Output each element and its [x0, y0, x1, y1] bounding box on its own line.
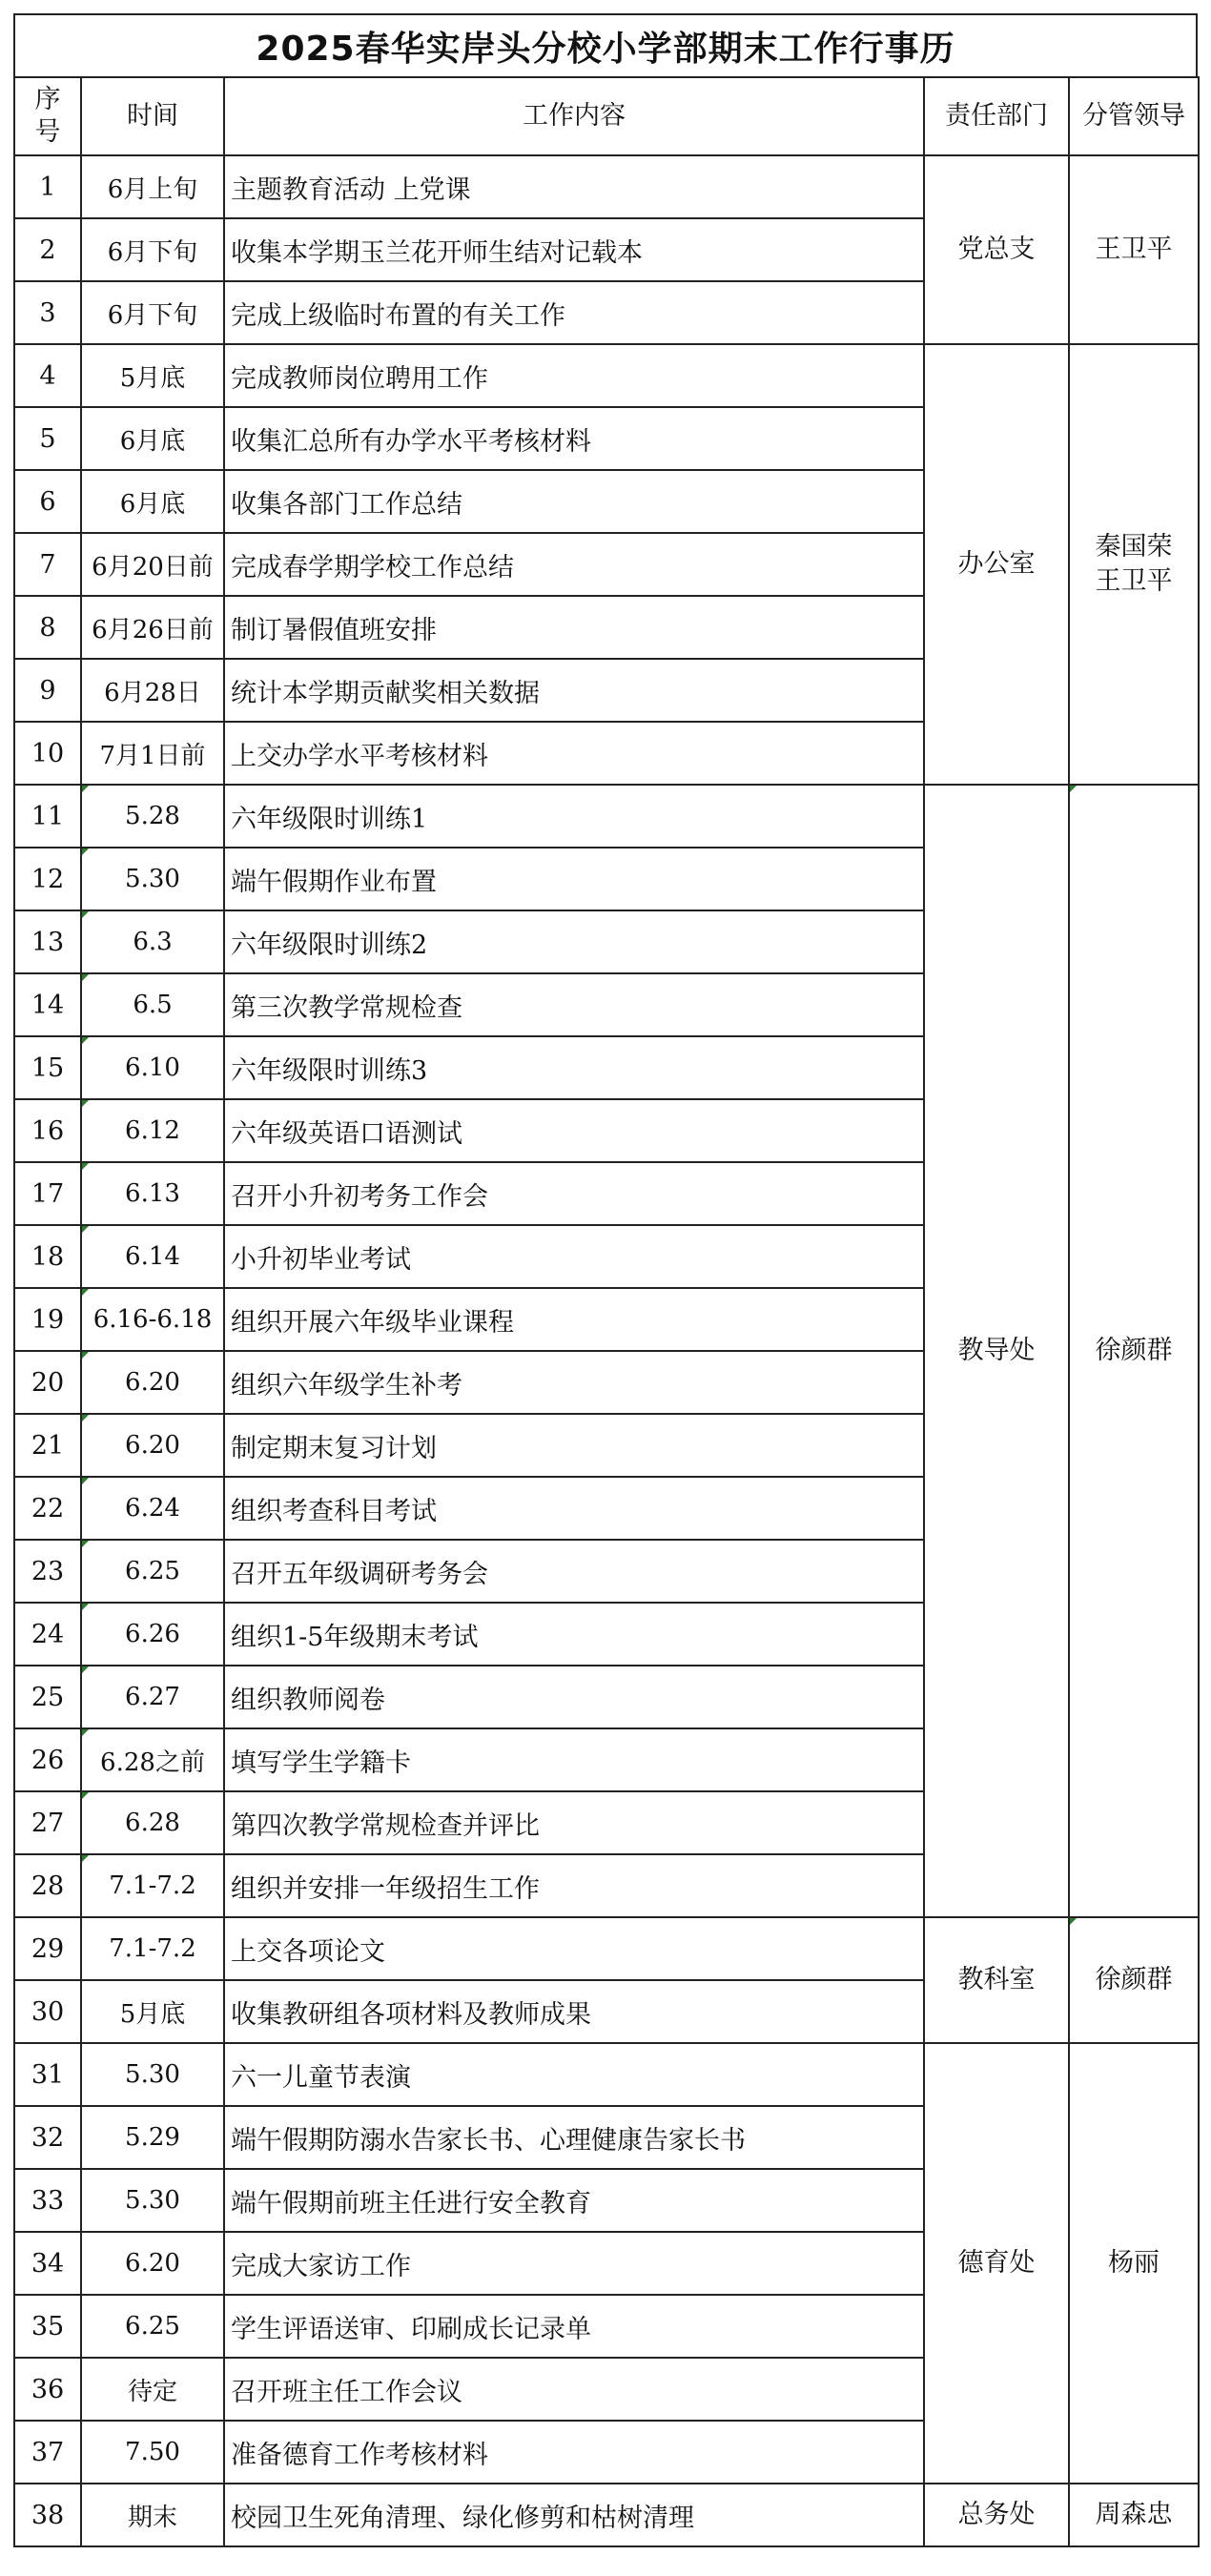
group-dept: 党总支 — [924, 155, 1069, 344]
row-content: 第四次教学常规检查并评比 — [224, 1791, 924, 1854]
table-row — [14, 2484, 1199, 2546]
row-time: 5.30 — [81, 848, 224, 910]
row-time: 5.29 — [81, 2106, 224, 2169]
row-content: 召开五年级调研考务会 — [224, 1540, 924, 1603]
row-time: 7.50 — [81, 2421, 224, 2484]
group-lead: 杨丽 — [1069, 2043, 1199, 2484]
header-row — [14, 77, 1199, 155]
row-content: 六一儿童节表演 — [224, 2043, 924, 2106]
row-seq: 14 — [14, 973, 81, 1036]
row-seq: 5 — [14, 407, 81, 470]
row-seq: 4 — [14, 344, 81, 407]
row-content: 组织教师阅卷 — [224, 1666, 924, 1728]
row-seq: 7 — [14, 533, 81, 596]
row-content: 完成教师岗位聘用工作 — [224, 344, 924, 407]
row-content: 制定期末复习计划 — [224, 1414, 924, 1477]
row-content: 组织并安排一年级招生工作 — [224, 1854, 924, 1917]
row-time: 6月26日前 — [81, 596, 224, 659]
row-content: 召开班主任工作会议 — [224, 2358, 924, 2421]
row-seq: 29 — [14, 1917, 81, 1980]
row-content: 学生评语送审、印刷成长记录单 — [224, 2295, 924, 2358]
row-time: 6.26 — [81, 1603, 224, 1666]
row-time: 6月28日 — [81, 659, 224, 722]
row-seq: 1 — [14, 155, 81, 218]
group-dept: 教科室 — [924, 1917, 1069, 2043]
row-content: 完成大家访工作 — [224, 2232, 924, 2295]
row-content: 收集各部门工作总结 — [224, 470, 924, 533]
header-dept: 责任部门 — [924, 77, 1069, 155]
row-seq: 22 — [14, 1477, 81, 1540]
row-content: 组织六年级学生补考 — [224, 1351, 924, 1414]
header-content: 工作内容 — [224, 77, 924, 155]
group-dept: 总务处 — [924, 2484, 1069, 2546]
row-content: 端午假期作业布置 — [224, 848, 924, 910]
row-seq: 36 — [14, 2358, 81, 2421]
row-seq: 9 — [14, 659, 81, 722]
row-time: 6.16-6.18 — [81, 1288, 224, 1351]
row-content: 上交各项论文 — [224, 1917, 924, 1980]
row-seq: 28 — [14, 1854, 81, 1917]
row-content: 六年级限时训练2 — [224, 910, 924, 973]
row-content: 收集本学期玉兰花开师生结对记载本 — [224, 218, 924, 281]
row-content: 六年级限时训练1 — [224, 785, 924, 848]
row-time: 6月底 — [81, 470, 224, 533]
row-time: 6月底 — [81, 407, 224, 470]
row-content: 召开小升初考务工作会 — [224, 1162, 924, 1225]
row-time: 6.14 — [81, 1225, 224, 1288]
row-seq: 34 — [14, 2232, 81, 2295]
row-seq: 16 — [14, 1099, 81, 1162]
row-time: 5月底 — [81, 1980, 224, 2043]
row-time: 6.12 — [81, 1099, 224, 1162]
row-content: 准备德育工作考核材料 — [224, 2421, 924, 2484]
calendar-sheet — [13, 13, 1198, 2547]
row-time: 6.25 — [81, 2295, 224, 2358]
row-content: 组织开展六年级毕业课程 — [224, 1288, 924, 1351]
row-seq: 30 — [14, 1980, 81, 2043]
row-seq: 33 — [14, 2169, 81, 2232]
row-seq: 15 — [14, 1036, 81, 1099]
row-content: 校园卫生死角清理、绿化修剪和枯树清理 — [224, 2484, 924, 2546]
row-seq: 26 — [14, 1728, 81, 1791]
row-seq: 8 — [14, 596, 81, 659]
table-row — [14, 785, 1199, 848]
row-time: 6月上旬 — [81, 155, 224, 218]
row-time: 待定 — [81, 2358, 224, 2421]
row-content: 完成上级临时布置的有关工作 — [224, 281, 924, 344]
table-row — [14, 344, 1199, 407]
row-time: 7.1-7.2 — [81, 1854, 224, 1917]
row-content: 收集汇总所有办学水平考核材料 — [224, 407, 924, 470]
header-seq: 序号 — [14, 77, 81, 155]
row-time: 6.28之前 — [81, 1728, 224, 1791]
row-seq: 20 — [14, 1351, 81, 1414]
row-content: 第三次教学常规检查 — [224, 973, 924, 1036]
row-content: 小升初毕业考试 — [224, 1225, 924, 1288]
row-seq: 3 — [14, 281, 81, 344]
row-seq: 18 — [14, 1225, 81, 1288]
row-seq: 23 — [14, 1540, 81, 1603]
row-time: 6.13 — [81, 1162, 224, 1225]
row-seq: 19 — [14, 1288, 81, 1351]
row-time: 6.20 — [81, 1351, 224, 1414]
row-content: 端午假期前班主任进行安全教育 — [224, 2169, 924, 2232]
group-dept: 办公室 — [924, 344, 1069, 785]
row-content: 组织考查科目考试 — [224, 1477, 924, 1540]
row-seq: 21 — [14, 1414, 81, 1477]
row-seq: 32 — [14, 2106, 81, 2169]
group-lead: 徐颜群 — [1069, 1917, 1199, 2043]
row-seq: 27 — [14, 1791, 81, 1854]
row-content: 制订暑假值班安排 — [224, 596, 924, 659]
row-time: 6月20日前 — [81, 533, 224, 596]
page-title: 2025春华实岸头分校小学部期末工作行事历 — [13, 13, 1198, 76]
row-time: 7月1日前 — [81, 722, 224, 785]
row-seq: 6 — [14, 470, 81, 533]
schedule-body — [14, 155, 1199, 2546]
row-seq: 13 — [14, 910, 81, 973]
group-lead: 徐颜群 — [1069, 785, 1199, 1917]
group-lead: 周森忠 — [1069, 2484, 1199, 2546]
row-time: 6.25 — [81, 1540, 224, 1603]
row-time: 6.10 — [81, 1036, 224, 1099]
row-content: 上交办学水平考核材料 — [224, 722, 924, 785]
row-seq: 2 — [14, 218, 81, 281]
row-time: 5.30 — [81, 2169, 224, 2232]
row-time: 6.5 — [81, 973, 224, 1036]
row-time: 6.20 — [81, 1414, 224, 1477]
row-content: 填写学生学籍卡 — [224, 1728, 924, 1791]
row-content: 主题教育活动 上党课 — [224, 155, 924, 218]
row-time: 期末 — [81, 2484, 224, 2546]
row-seq: 12 — [14, 848, 81, 910]
row-content: 完成春学期学校工作总结 — [224, 533, 924, 596]
row-content: 六年级限时训练3 — [224, 1036, 924, 1099]
table-row — [14, 1917, 1199, 1980]
group-lead: 秦国荣 王卫平 — [1069, 344, 1199, 785]
group-dept: 德育处 — [924, 2043, 1069, 2484]
row-seq: 11 — [14, 785, 81, 848]
row-seq: 37 — [14, 2421, 81, 2484]
row-content: 组织1-5年级期末考试 — [224, 1603, 924, 1666]
row-time: 5月底 — [81, 344, 224, 407]
row-seq: 31 — [14, 2043, 81, 2106]
row-seq: 35 — [14, 2295, 81, 2358]
row-time: 6.3 — [81, 910, 224, 973]
table-row — [14, 155, 1199, 218]
row-time: 6.20 — [81, 2232, 224, 2295]
group-dept: 教导处 — [924, 785, 1069, 1917]
row-seq: 24 — [14, 1603, 81, 1666]
row-content: 六年级英语口语测试 — [224, 1099, 924, 1162]
row-content: 端午假期防溺水告家长书、心理健康告家长书 — [224, 2106, 924, 2169]
row-seq: 25 — [14, 1666, 81, 1728]
row-time: 5.28 — [81, 785, 224, 848]
header-time: 时间 — [81, 77, 224, 155]
row-time: 5.30 — [81, 2043, 224, 2106]
row-time: 6月下旬 — [81, 281, 224, 344]
row-time: 6.27 — [81, 1666, 224, 1728]
row-content: 收集教研组各项材料及教师成果 — [224, 1980, 924, 2043]
row-time: 7.1-7.2 — [81, 1917, 224, 1980]
row-time: 6月下旬 — [81, 218, 224, 281]
schedule-table — [13, 76, 1200, 2547]
row-time: 6.24 — [81, 1477, 224, 1540]
row-seq: 10 — [14, 722, 81, 785]
header-lead: 分管领导 — [1069, 77, 1199, 155]
row-time: 6.28 — [81, 1791, 224, 1854]
table-row — [14, 2043, 1199, 2106]
row-seq: 38 — [14, 2484, 81, 2546]
group-lead: 王卫平 — [1069, 155, 1199, 344]
row-seq: 17 — [14, 1162, 81, 1225]
row-content: 统计本学期贡献奖相关数据 — [224, 659, 924, 722]
